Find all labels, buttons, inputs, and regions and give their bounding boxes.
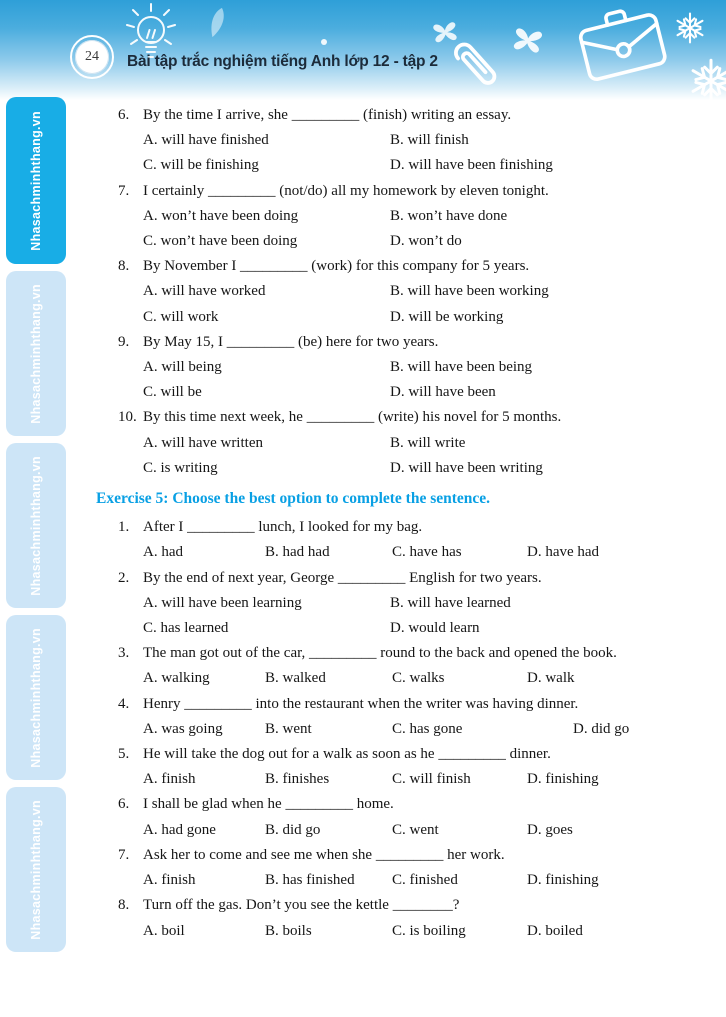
option-d: D. would learn — [390, 620, 480, 637]
question-number: 9. — [118, 333, 130, 350]
option-c: C. finished — [392, 872, 458, 889]
option-a: A. had gone — [143, 821, 216, 838]
option-b: B. did go — [265, 821, 321, 838]
option-b: B. finishes — [265, 771, 330, 788]
question-number: 6. — [118, 107, 130, 123]
option-b: B. will finish — [390, 132, 469, 149]
option-b: B. won’t have done — [390, 207, 508, 224]
question-text: Turn off the gas. Don’t you see the kettle ________? — [143, 897, 460, 914]
option-c: C. will be finishing — [143, 157, 259, 174]
option-b: B. has finished — [265, 872, 355, 889]
option-b: B. went — [265, 720, 312, 737]
option-d: D. will have been finishing — [390, 157, 553, 174]
option-c: C. has learned — [143, 620, 229, 637]
option-b: B. will have learned — [390, 594, 511, 611]
option-d: D. finishing — [527, 771, 599, 788]
option-c: C. will finish — [392, 771, 471, 788]
question-number: 3. — [118, 645, 130, 662]
question-text: After I _________ lunch, I looked for my bag. — [143, 519, 423, 536]
question-number: 7. — [118, 182, 130, 199]
option-a: A. will have finished — [143, 132, 269, 149]
question-ex5-6 — [0, 792, 726, 842]
watermark-text: Nhasachminhthang.vn — [29, 283, 43, 424]
option-d: D. boiled — [527, 922, 583, 939]
option-c: C. walks — [392, 670, 445, 687]
butterfly-icon — [510, 23, 546, 54]
watermark-text: Nhasachminhthang.vn — [29, 627, 43, 768]
option-a: A. finish — [143, 872, 196, 889]
question-ex5-7 — [0, 843, 726, 893]
option-a: A. won’t have been doing — [143, 207, 299, 224]
option-c: C. is boiling — [392, 922, 466, 939]
question-text: He will take the dog out for a walk as soon as he _________ dinner. — [143, 746, 551, 763]
snowflake-icon — [674, 12, 706, 44]
option-c: C. won’t have been doing — [143, 233, 298, 250]
option-a: A. was going — [143, 720, 223, 737]
exercise5-heading: Exercise 5: Choose the best option to complete the sentence. — [96, 490, 491, 508]
option-c: C. went — [392, 821, 439, 838]
question-text: Henry _________ into the restaurant when the writer was having dinner. — [143, 695, 579, 712]
option-d: D. won’t do — [390, 233, 462, 250]
option-d: D. goes — [527, 821, 573, 838]
question-ex5-2 — [0, 566, 726, 642]
question-number: 1. — [118, 519, 130, 536]
option-b: B. had had — [265, 544, 330, 561]
question-number: 4. — [118, 695, 130, 712]
option-a: A. will have worked — [143, 283, 266, 300]
exercise-content — [0, 103, 726, 944]
question-ex4-8 — [0, 254, 726, 330]
question-number: 10. — [118, 409, 137, 426]
question-text: By the time I arrive, she _________ (finish) writing an essay. — [143, 107, 512, 123]
question-ex5-3 — [0, 641, 726, 691]
option-b: B. will write — [390, 434, 466, 451]
question-ex4-7 — [0, 179, 726, 255]
question-text: I shall be glad when he _________ home. — [143, 796, 394, 813]
question-text: I certainly _________ (not/do) all my homework by eleven tonight. — [143, 182, 549, 199]
option-a: A. will have been learning — [143, 594, 302, 611]
option-d: D. did go — [573, 720, 630, 737]
question-text: By this time next week, he _________ (write) his novel for 5 months. — [143, 409, 562, 426]
watermark-text: Nhasachminhthang.vn — [29, 110, 43, 251]
option-d: D. will have been writing — [390, 459, 543, 476]
question-ex5-1 — [0, 515, 726, 565]
option-c: C. have has — [392, 544, 462, 561]
option-d: D. will be working — [390, 308, 504, 325]
question-ex4-6 — [0, 103, 726, 179]
option-a: A. walking — [143, 670, 210, 687]
question-text: The man got out of the car, _________ round to the back and opened the book. — [143, 645, 617, 662]
question-number: 2. — [118, 569, 130, 586]
page-number-badge — [70, 35, 114, 79]
question-number: 8. — [118, 897, 130, 914]
option-b: B. walked — [265, 670, 326, 687]
option-d: D. finishing — [527, 872, 599, 889]
question-number: 7. — [118, 846, 130, 863]
option-b: B. will have been being — [390, 359, 533, 376]
option-a: A. finish — [143, 771, 196, 788]
question-text: Ask her to come and see me when she _________ her work. — [143, 846, 505, 863]
question-text: By May 15, I _________ (be) here for two years. — [143, 333, 439, 350]
option-b: B. will have been working — [390, 283, 549, 300]
option-a: A. will being — [143, 359, 222, 376]
question-ex4-9 — [0, 330, 726, 406]
question-ex4-10 — [0, 405, 726, 481]
question-number: 6. — [118, 796, 130, 813]
option-c: C. will be — [143, 384, 202, 401]
question-ex5-4 — [0, 692, 726, 742]
watermark-text: Nhasachminhthang.vn — [29, 455, 43, 596]
option-b: B. boils — [265, 922, 312, 939]
option-c: C. has gone — [392, 720, 463, 737]
question-number: 8. — [118, 258, 130, 275]
snowflake-icon — [688, 58, 726, 104]
leaf-icon — [201, 3, 232, 42]
question-ex5-8 — [0, 893, 726, 943]
question-ex5-5 — [0, 742, 726, 792]
page-number: 24 — [75, 40, 109, 74]
option-c: C. is writing — [143, 459, 218, 476]
option-d: D. walk — [527, 670, 575, 687]
question-text: By the end of next year, George _________ English for two years. — [143, 569, 542, 586]
dot-icon — [321, 39, 327, 45]
question-text: By November I _________ (work) for this company for 5 years. — [143, 258, 530, 275]
option-d: D. have had — [527, 544, 600, 561]
option-a: A. boil — [143, 922, 185, 939]
question-number: 5. — [118, 746, 130, 763]
butterfly-icon — [431, 18, 460, 43]
briefcase-icon — [566, 0, 676, 88]
option-d: D. will have been — [390, 384, 496, 401]
option-a: A. will have written — [143, 434, 263, 451]
option-a: A. had — [143, 544, 183, 561]
header-banner — [0, 0, 726, 100]
watermark-text: Nhasachminhthang.vn — [29, 799, 43, 940]
page-title: Bài tập trắc nghiệm tiếng Anh lớp 12 - tập 2 — [127, 53, 438, 70]
option-c: C. will work — [143, 308, 219, 325]
